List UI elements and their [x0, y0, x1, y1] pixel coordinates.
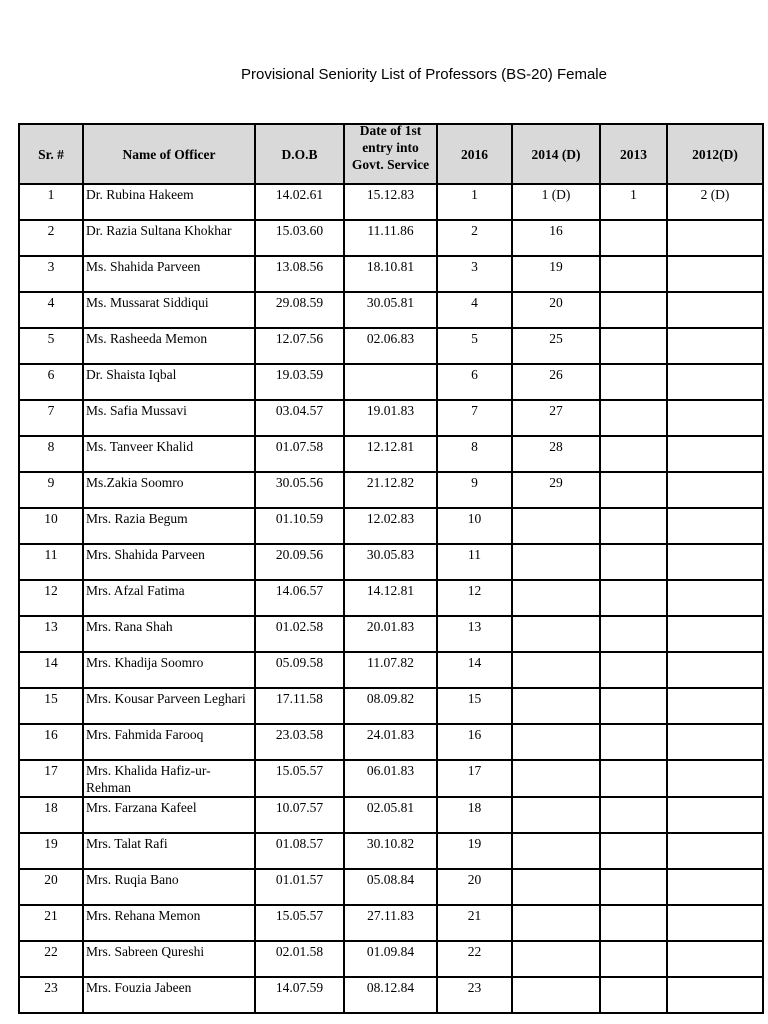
table-cell: 30.05.81 — [344, 292, 437, 328]
table-cell: 14.12.81 — [344, 580, 437, 616]
table-cell — [600, 256, 667, 292]
officer-name-cell: Ms. Safia Mussavi — [83, 400, 255, 436]
table-row — [19, 905, 763, 941]
table-cell: 14.02.61 — [255, 184, 344, 220]
table-cell: 30.05.83 — [344, 544, 437, 580]
table-cell: 4 — [19, 292, 83, 328]
table-cell: 19 — [19, 833, 83, 869]
table-cell — [512, 941, 600, 977]
table-cell — [600, 977, 667, 1013]
table-cell — [600, 220, 667, 256]
officer-name-cell: Dr. Rubina Hakeem — [83, 184, 255, 220]
table-cell: 23 — [19, 977, 83, 1013]
officer-name-cell: Ms. Shahida Parveen — [83, 256, 255, 292]
table-cell: 05.09.58 — [255, 652, 344, 688]
table-cell: 21 — [437, 905, 512, 941]
table-cell — [600, 941, 667, 977]
table-cell: 5 — [19, 328, 83, 364]
table-cell — [512, 977, 600, 1013]
table-cell: 14 — [19, 652, 83, 688]
officer-name-cell: Mrs. Talat Rafi — [83, 833, 255, 869]
table-cell: 30.05.56 — [255, 472, 344, 508]
officer-name-cell: Ms. Mussarat Siddiqui — [83, 292, 255, 328]
table-cell — [667, 941, 763, 977]
table-cell: 02.01.58 — [255, 941, 344, 977]
table-cell: 13 — [437, 616, 512, 652]
table-cell — [667, 652, 763, 688]
table-row — [19, 616, 763, 652]
table-cell — [600, 905, 667, 941]
table-row — [19, 364, 763, 400]
table-cell: 22 — [437, 941, 512, 977]
table-cell: 14.06.57 — [255, 580, 344, 616]
table-cell — [600, 292, 667, 328]
table-cell — [512, 688, 600, 724]
table-cell: 05.08.84 — [344, 869, 437, 905]
table-cell: 01.09.84 — [344, 941, 437, 977]
table-cell: 7 — [19, 400, 83, 436]
table-cell: 3 — [19, 256, 83, 292]
header-cell: 2012(D) — [667, 124, 763, 184]
header-cell — [344, 124, 437, 184]
table-cell — [667, 364, 763, 400]
table-cell: 01.10.59 — [255, 508, 344, 544]
table-cell: 10 — [437, 508, 512, 544]
table-cell: 08.12.84 — [344, 977, 437, 1013]
table-cell — [512, 508, 600, 544]
table-row — [19, 400, 763, 436]
table-cell: 15.03.60 — [255, 220, 344, 256]
header-cell: Sr. # — [19, 124, 83, 184]
officer-name-cell: Mrs. Farzana Kafeel — [83, 797, 255, 833]
table-cell: 30.10.82 — [344, 833, 437, 869]
officer-name-cell: Mrs. Afzal Fatima — [83, 580, 255, 616]
header-row — [19, 124, 763, 184]
officer-name-cell: Dr. Razia Sultana Khokhar — [83, 220, 255, 256]
table-cell: 15 — [19, 688, 83, 724]
table-row — [19, 869, 763, 905]
table-cell — [667, 688, 763, 724]
officer-name-cell: Mrs. Fouzia Jabeen — [83, 977, 255, 1013]
officer-name-cell: Mrs. Kousar Parveen Leghari — [83, 688, 255, 724]
table-cell — [667, 760, 763, 797]
table-cell: 6 — [437, 364, 512, 400]
table-cell — [667, 328, 763, 364]
table-cell — [667, 797, 763, 833]
table-row — [19, 797, 763, 833]
table-cell — [512, 905, 600, 941]
table-cell — [667, 400, 763, 436]
table-cell: 01.08.57 — [255, 833, 344, 869]
table-cell: 16 — [437, 724, 512, 760]
table-cell: 21 — [19, 905, 83, 941]
officer-name-cell: Mrs. Rehana Memon — [83, 905, 255, 941]
table-row — [19, 328, 763, 364]
table-row — [19, 652, 763, 688]
table-row — [19, 184, 763, 220]
table-cell: 2 — [19, 220, 83, 256]
table-cell: 27.11.83 — [344, 905, 437, 941]
table-cell: 22 — [19, 941, 83, 977]
table-cell: 11.11.86 — [344, 220, 437, 256]
table-cell — [667, 833, 763, 869]
table-cell — [667, 724, 763, 760]
table-cell — [667, 544, 763, 580]
table-cell — [512, 580, 600, 616]
table-cell: 29.08.59 — [255, 292, 344, 328]
table-cell — [344, 364, 437, 400]
table-row — [19, 580, 763, 616]
table-cell: 17.11.58 — [255, 688, 344, 724]
table-row — [19, 724, 763, 760]
table-cell: 14.07.59 — [255, 977, 344, 1013]
table-cell: 21.12.82 — [344, 472, 437, 508]
officer-name-cell: Dr. Shaista Iqbal — [83, 364, 255, 400]
table-cell — [512, 797, 600, 833]
table-cell: 01.02.58 — [255, 616, 344, 652]
table-cell: 17 — [19, 760, 83, 797]
table-cell: 2 (D) — [667, 184, 763, 220]
table-cell: 12.02.83 — [344, 508, 437, 544]
officer-name-cell: Mrs. Shahida Parveen — [83, 544, 255, 580]
table-cell: 1 — [19, 184, 83, 220]
table-cell — [667, 580, 763, 616]
header-cell: D.O.B — [255, 124, 344, 184]
table-cell — [667, 616, 763, 652]
table-cell: 06.01.83 — [344, 760, 437, 797]
table-cell — [600, 652, 667, 688]
table-cell: 12.12.81 — [344, 436, 437, 472]
table-cell: 20 — [437, 869, 512, 905]
table-cell — [600, 400, 667, 436]
table-cell — [667, 508, 763, 544]
table-cell: 10.07.57 — [255, 797, 344, 833]
table-cell: 1 — [600, 184, 667, 220]
table-cell: 14 — [437, 652, 512, 688]
officer-name-cell: Mrs. Razia Begum — [83, 508, 255, 544]
table-body — [19, 184, 763, 1013]
officer-name-cell: Mrs. Khalida Hafiz-ur-Rehman — [83, 760, 255, 797]
table-cell — [512, 544, 600, 580]
table-cell: 10 — [19, 508, 83, 544]
table-cell — [667, 905, 763, 941]
officer-name-cell: Mrs. Sabreen Qureshi — [83, 941, 255, 977]
table-cell: 01.01.57 — [255, 869, 344, 905]
table-cell — [600, 760, 667, 797]
table-row — [19, 220, 763, 256]
page-title: Provisional Seniority List of Professors (BS-20) Female — [241, 66, 607, 83]
table-cell: 12 — [19, 580, 83, 616]
table-cell: 26 — [512, 364, 600, 400]
officer-name-cell: Mrs. Khadija Soomro — [83, 652, 255, 688]
table-cell: 9 — [19, 472, 83, 508]
officer-name-cell: Ms. Rasheeda Memon — [83, 328, 255, 364]
table-cell: 11 — [437, 544, 512, 580]
table-cell: 13.08.56 — [255, 256, 344, 292]
table-cell: 27 — [512, 400, 600, 436]
table-cell — [667, 220, 763, 256]
table-cell — [600, 364, 667, 400]
table-cell — [600, 833, 667, 869]
table-cell — [667, 869, 763, 905]
table-cell: 9 — [437, 472, 512, 508]
table-cell: 15 — [437, 688, 512, 724]
table-cell: 6 — [19, 364, 83, 400]
table-cell — [600, 580, 667, 616]
table-cell — [600, 616, 667, 652]
table-cell — [512, 652, 600, 688]
table-cell: 15.12.83 — [344, 184, 437, 220]
table-cell: 19 — [437, 833, 512, 869]
header-cell: 2014 (D) — [512, 124, 600, 184]
table-cell — [512, 724, 600, 760]
table-cell: 19 — [512, 256, 600, 292]
table-cell: 08.09.82 — [344, 688, 437, 724]
table-cell — [600, 436, 667, 472]
table-cell: 2 — [437, 220, 512, 256]
table-cell: 20.09.56 — [255, 544, 344, 580]
table-cell: 7 — [437, 400, 512, 436]
table-cell: 20 — [19, 869, 83, 905]
table-row — [19, 544, 763, 580]
table-cell — [512, 616, 600, 652]
table-cell — [667, 292, 763, 328]
seniority-table — [18, 123, 764, 1014]
table-cell: 18 — [437, 797, 512, 833]
table-cell: 19.03.59 — [255, 364, 344, 400]
table-row — [19, 941, 763, 977]
table-cell — [600, 508, 667, 544]
officer-name-cell: Mrs. Rana Shah — [83, 616, 255, 652]
table-cell — [667, 977, 763, 1013]
table-cell: 15.05.57 — [255, 760, 344, 797]
table-cell: 18.10.81 — [344, 256, 437, 292]
table-cell: 11.07.82 — [344, 652, 437, 688]
table-cell: 12.07.56 — [255, 328, 344, 364]
table-cell: 23 — [437, 977, 512, 1013]
table-cell: 8 — [19, 436, 83, 472]
officer-name-cell: Ms. Tanveer Khalid — [83, 436, 255, 472]
header-cell: 2016 — [437, 124, 512, 184]
table-cell: 03.04.57 — [255, 400, 344, 436]
table-cell: 20 — [512, 292, 600, 328]
table-cell: 3 — [437, 256, 512, 292]
table-row — [19, 688, 763, 724]
header-cell-text: Date of 1st entry into Govt. Service — [351, 124, 430, 172]
table-cell — [600, 472, 667, 508]
table-row — [19, 833, 763, 869]
table-cell — [667, 436, 763, 472]
table-cell — [600, 328, 667, 364]
table-row — [19, 977, 763, 1013]
table-cell — [667, 472, 763, 508]
officer-name-cell: Mrs. Ruqia Bano — [83, 869, 255, 905]
table-row — [19, 760, 763, 797]
table-cell: 8 — [437, 436, 512, 472]
table-cell: 4 — [437, 292, 512, 328]
table-cell — [512, 833, 600, 869]
officer-name-cell: Mrs. Fahmida Farooq — [83, 724, 255, 760]
table-cell — [512, 869, 600, 905]
table-cell: 02.06.83 — [344, 328, 437, 364]
table-cell: 28 — [512, 436, 600, 472]
table-row — [19, 436, 763, 472]
table-row — [19, 472, 763, 508]
table-cell — [667, 256, 763, 292]
table-cell: 16 — [19, 724, 83, 760]
table-cell: 29 — [512, 472, 600, 508]
table-cell: 12 — [437, 580, 512, 616]
table-cell: 11 — [19, 544, 83, 580]
table-cell — [600, 544, 667, 580]
table-cell: 13 — [19, 616, 83, 652]
table-row — [19, 508, 763, 544]
table-cell: 01.07.58 — [255, 436, 344, 472]
table-cell: 19.01.83 — [344, 400, 437, 436]
table-cell — [600, 688, 667, 724]
table-cell: 1 (D) — [512, 184, 600, 220]
table-cell — [512, 760, 600, 797]
table-cell: 25 — [512, 328, 600, 364]
table-row — [19, 292, 763, 328]
table-cell: 24.01.83 — [344, 724, 437, 760]
header-cell: Name of Officer — [83, 124, 255, 184]
table-cell: 18 — [19, 797, 83, 833]
table-cell: 02.05.81 — [344, 797, 437, 833]
table-cell — [600, 869, 667, 905]
table-cell: 1 — [437, 184, 512, 220]
table-cell: 15.05.57 — [255, 905, 344, 941]
table-cell: 5 — [437, 328, 512, 364]
table-cell: 17 — [437, 760, 512, 797]
header-cell: 2013 — [600, 124, 667, 184]
table-row — [19, 256, 763, 292]
table-cell — [600, 724, 667, 760]
table-cell: 16 — [512, 220, 600, 256]
table-cell — [600, 797, 667, 833]
officer-name-cell: Ms.Zakia Soomro — [83, 472, 255, 508]
table-cell: 20.01.83 — [344, 616, 437, 652]
table-cell: 23.03.58 — [255, 724, 344, 760]
